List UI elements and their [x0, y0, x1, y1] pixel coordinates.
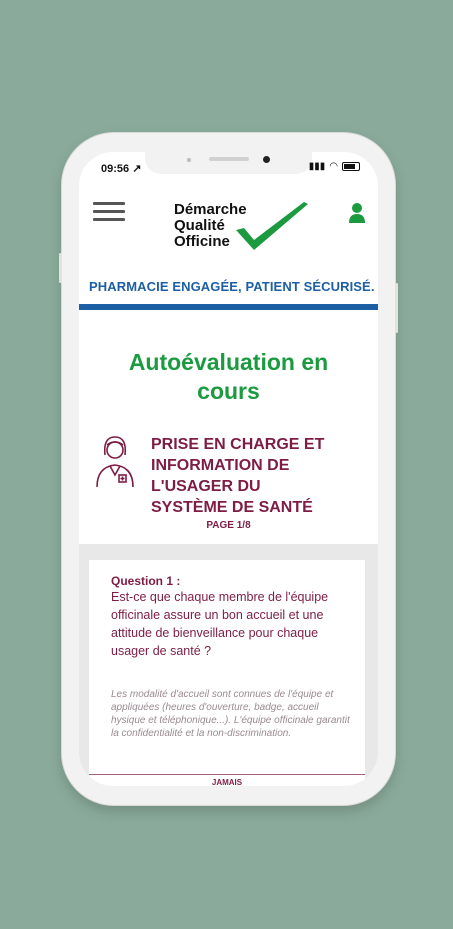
speaker	[209, 157, 249, 161]
menu-button[interactable]	[93, 202, 125, 224]
section-line: PRISE EN CHARGE ET	[151, 436, 325, 453]
header-divider	[79, 304, 378, 310]
wifi-icon: ◠	[329, 161, 338, 172]
tagline: PHARMACIE ENGAGÉE, PATIENT SÉCURISÉ.	[89, 279, 375, 294]
volume-button	[59, 253, 62, 283]
battery-icon	[342, 162, 360, 171]
menu-line	[93, 218, 125, 221]
page-indicator: PAGE 1/8	[206, 520, 251, 531]
phone-frame	[62, 133, 395, 805]
section-title	[151, 434, 371, 518]
logo[interactable]	[174, 202, 314, 266]
section-line: INFORMATION DE L'USAGER DU	[151, 457, 290, 495]
question-area	[79, 544, 378, 786]
logo-line: Qualité	[174, 217, 225, 234]
notch	[145, 152, 312, 174]
question-label: Question 1 :	[111, 574, 181, 588]
power-button	[395, 283, 398, 333]
page-title	[79, 348, 378, 406]
question-card	[89, 560, 365, 786]
nurse-icon	[93, 433, 137, 491]
answer-divider	[89, 774, 365, 775]
camera	[263, 156, 270, 163]
checkmark-icon	[230, 202, 312, 254]
phone-screen	[79, 152, 378, 786]
logo-line: Officine	[174, 233, 230, 250]
title-line: Autoévaluation en	[128, 349, 329, 375]
user-icon[interactable]	[348, 202, 366, 224]
section-line: SYSTÈME DE SANTÉ	[151, 499, 313, 516]
title-line: cours	[197, 378, 260, 404]
question-help: Les modalité d'accueil sont connues de l'équipe et appliquées (heures d'ouverture, badge, accueil hysique et téléphonique...). L'équipe officinale garantit la confidentialité et la non-discrimination.	[111, 689, 350, 739]
status-time: 09:56 ↗	[101, 163, 142, 175]
sensor	[187, 158, 191, 162]
menu-line	[93, 210, 125, 213]
answer-option-never[interactable]: JAMAIS	[211, 778, 243, 786]
menu-line	[93, 202, 125, 205]
question-text: Est-ce que chaque membre de l'équipe officinale assure un bon accueil et une attitude de bienveillance pour chaque usager de santé ?	[111, 590, 329, 658]
logo-line: Démarche	[174, 201, 247, 218]
status-icons	[309, 161, 360, 172]
signal-icon: ▮▮▮	[308, 161, 326, 172]
